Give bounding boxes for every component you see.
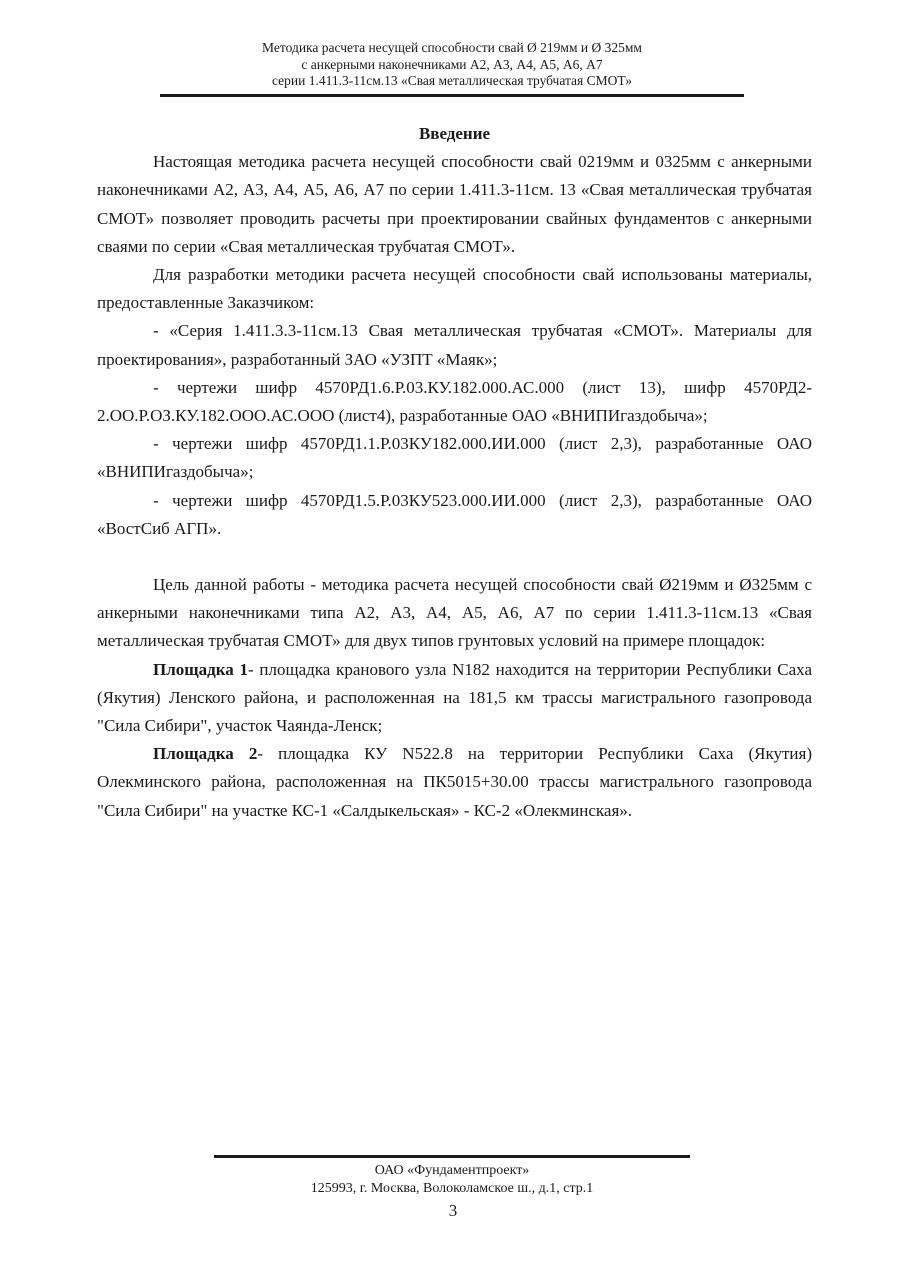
document-body <box>97 120 812 825</box>
site-1-text: - площадка кранового узла N182 находится на территории Республики Саха (Якутия) Ленского района, и расположенная на 181,5 км трассы магистрального газопровода "Сила Сибири", участок Чаянда-Ленск; <box>97 659 812 736</box>
materials-list-item: - чертежи шифр 4570РД1.6.Р.03.КУ.182.000.АС.000 (лист 13), шифр 4570РД2-2.ОО.Р.ОЗ.КУ.182.ООО.АС.ООО (лист4), разработанные ОАО «ВНИПИгаздобыча»; <box>97 377 812 426</box>
header-divider <box>160 94 744 97</box>
site-1-paragraph <box>97 656 812 741</box>
materials-paragraph: Для разработки методики расчета несущей способности свай использованы материалы, предоставленные Заказчиком: <box>97 265 812 313</box>
section-heading: Введение <box>418 124 491 143</box>
site-2-text: - площадка КУ N522.8 на территории Республики Саха (Якутия) Олекминского района, расположенная на ПК5015+30.00 трассы магистрального газопровода "Сила Сибири" на участке КС-1 «Салдыкельская» - КС-2 «Олекминская». <box>97 744 812 820</box>
footer-organization: ОАО «Фундаментпроект» <box>374 1163 530 1178</box>
materials-list-item: - чертежи шифр 4570РД1.5.Р.03КУ523.000.ИИ.000 (лист 2,3), разработанные ОАО «ВостСиб АГП». <box>97 490 812 538</box>
page-footer <box>214 1162 690 1198</box>
page-number: 3 <box>448 1201 458 1220</box>
site-2-paragraph <box>97 740 812 825</box>
footer-address: 125993, г. Москва, Волоколамское ш., д.1, стр.1 <box>310 1181 594 1196</box>
page-header <box>160 40 744 90</box>
intro-paragraph: Настоящая методика расчета несущей способности свай 0219мм и 0325мм с анкерными наконечниками А2, А3, А4, А5, А6, А7 по серии 1.411.3-11см. 13 «Свая металлическая трубчатая СМОТ» позволяет проводить расчеты при проектировании свайных фундаментов с анкерными сваями по серии «Свая металлическая трубчатая СМОТ». <box>97 152 812 256</box>
goal-paragraph: Цель данной работы - методика расчета несущей способности свай Ø219мм и Ø325мм с анкерными наконечниками типа А2, А3, А4, А5, А6, А7 по серии 1.411.3-11см.13 «Свая металлическая трубчатая СМОТ» для двух типов грунтовых условий на примере площадок: <box>97 575 812 651</box>
header-line-2: с анкерными наконечниками А2, А3, А4, А5, А6, А7 <box>301 56 603 72</box>
materials-list-item: - чертежи шифр 4570РД1.1.Р.03КУ182.000.ИИ.000 (лист 2,3), разработанные ОАО «ВНИПИгаздобыча»; <box>97 434 812 482</box>
header-line-1: Методика расчета несущей способности свай Ø 219мм и Ø 325мм <box>262 40 642 55</box>
footer-divider <box>214 1155 690 1158</box>
header-line-3: серии 1.411.3-11см.13 «Свая металлическая трубчатая СМОТ» <box>271 73 633 88</box>
site-2-label: Площадка 2 <box>153 744 258 764</box>
materials-list-item: - «Серия 1.411.3.3-11см.13 Свая металлическая трубчатая «СМОТ». Материалы для проектирования», разработанный ЗАО «УЗПТ «Маяк»; <box>97 321 812 369</box>
site-1-label: Площадка 1 <box>153 659 248 679</box>
